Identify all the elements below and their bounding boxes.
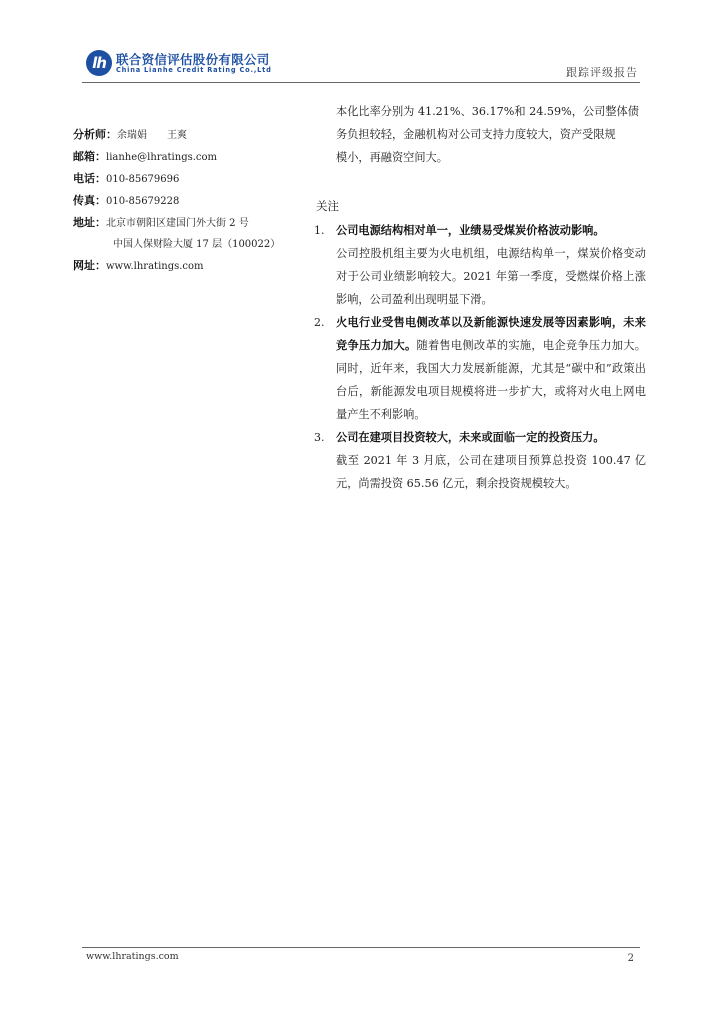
analyst-row [73,124,303,146]
intro-line: 本化比率分别为 41.21%、36.17%和 24.59%，公司整体债 [336,105,639,118]
concern-body: 截至 2021 年 3 月底，公司在建项目预算总投资 100.47 亿元，尚需投资 65.56 亿元，剩余投资规模较大。 [336,454,646,490]
address-label: 地址： [73,216,106,229]
concern-heading: 公司电源结构相对单一，业绩易受煤炭价格波动影响。 [336,224,605,237]
footer-divider [82,947,640,948]
concern-number: 1. [314,224,325,237]
concern-item [310,311,646,426]
concern-number: 2. [314,316,325,329]
logo-letters: lh [92,53,106,72]
phone-label: 电话： [73,172,106,185]
fax-value: 010-85679228 [106,196,180,207]
contact-block [73,124,303,277]
phone-value: 010-85679696 [106,174,180,185]
concern-item [310,219,646,311]
page-number: 2 [627,953,634,964]
email-value[interactable]: lianhe@lhratings.com [106,152,218,163]
footer-url[interactable]: www.lhratings.com [86,951,179,962]
address-row-2 [73,234,303,255]
analyst-value: 余瑞娟 王爽 [117,130,187,141]
website-label: 网址： [73,259,106,272]
intro-paragraph [310,100,646,169]
concern-heading: 火电行业受售电侧改革以及新能源快速发展等因素影响，未来竞争压力加大。 [336,316,646,352]
header-divider [82,82,640,83]
concern-number: 3. [314,431,325,444]
email-label: 邮箱： [73,150,106,163]
concern-item [310,426,646,495]
concern-paragraph [336,311,646,426]
concern-body: 公司控股机组主要为火电机组，电源结构单一，煤炭价格变动对于公司业绩影响较大。2021 年第一季度，受燃煤价格上涨影响，公司盈利出现明显下滑。 [336,247,646,306]
website-row [73,255,303,277]
intro-line: 模小，再融资空间大。 [336,151,448,164]
fax-row [73,190,303,212]
address-row [73,212,303,234]
company-name-en: China Lianhe Credit Rating Co.,Ltd [116,66,272,74]
company-name-cn: 联合资信评估股份有限公司 [116,52,270,67]
address-line-1: 北京市朝阳区建国门外大街 2 号 [106,218,249,229]
concerns-list [310,219,646,495]
report-type-label: 跟踪评级报告 [566,66,638,79]
website-value[interactable]: www.lhratings.com [106,261,204,272]
intro-line: 务负担较轻，金融机构对公司支持力度较大，资产受限规 [336,128,616,141]
company-logo-icon [86,50,112,76]
concern-body: 随着售电侧改革的实施，电企竞争压力加大。同时，近年来，我国大力发展新能源，尤其是“碳中和”政策出台后，新能源发电项目规模将进一步扩大，或将对火电上网电量产生不利影响。 [336,339,646,421]
address-line-2: 中国人保财险大厦 17 层（100022） [113,239,281,250]
concerns-heading: 关注 [316,199,339,213]
phone-row [73,168,303,190]
email-row [73,146,303,168]
fax-label: 传真： [73,194,106,207]
analyst-label: 分析师： [73,128,117,141]
concern-heading: 公司在建项目投资较大，未来或面临一定的投资压力。 [336,431,605,444]
